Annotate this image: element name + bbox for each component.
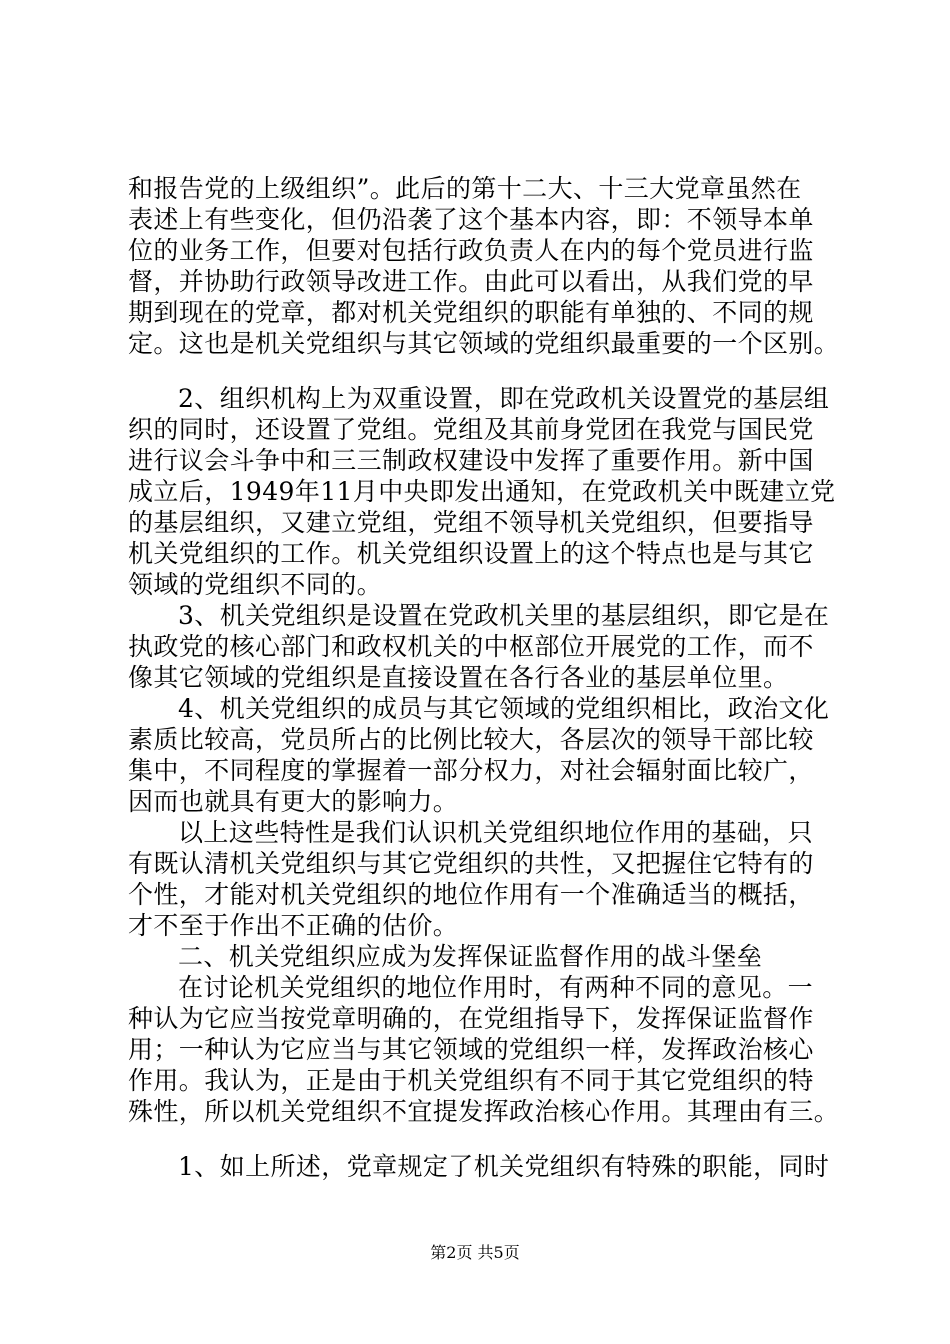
text-line: 表述上有些变化，但仍沿袭了这个基本内容，即：不领导本单: [128, 205, 814, 234]
text-line: 2、组织机构上为双重设置，即在党政机关设置党的基层组: [178, 384, 830, 413]
text-line: 4、机关党组织的成员与其它领域的党组织相比，政治文化: [178, 694, 830, 723]
text-line: 作用。我认为，正是由于机关党组织有不同于其它党组织的特: [128, 1066, 814, 1095]
text-line: 殊性，所以机关党组织不宜提发挥政治核心作用。其理由有三。: [128, 1097, 840, 1126]
text-line: 织的同时，还设置了党组。党组及其前身党团在我党与国民党: [128, 415, 814, 444]
text-line: 定。这也是机关党组织与其它领域的党组织最重要的一个区别。: [128, 329, 840, 358]
text-line: 期到现在的党章，都对机关党组织的职能有单独的、不同的规: [128, 298, 814, 327]
text-line: 位的业务工作，但要对包括行政负责人在内的每个党员进行监: [128, 236, 814, 265]
text-line: 领域的党组织不同的。: [128, 570, 383, 599]
text-line: 才不至于作出不正确的估价。: [128, 911, 459, 940]
text-line: 种认为它应当按党章明确的，在党组指导下，发挥保证监督作: [128, 1004, 814, 1033]
text-line: 像其它领域的党组织是直接设置在各行各业的基层单位里。: [128, 663, 789, 692]
text-line: 集中，不同程度的掌握着一部分权力，对社会辐射面比较广，: [128, 756, 814, 785]
section-heading: 二、机关党组织应成为发挥保证监督作用的战斗堡垒: [178, 942, 763, 971]
text-line: 在讨论机关党组织的地位作用时，有两种不同的意见。一: [178, 973, 814, 1002]
text-line: 进行议会斗争中和三三制政权建设中发挥了重要作用。新中国: [128, 446, 814, 475]
text-line: 素质比较高，党员所占的比例比较大，各层次的领导干部比较: [128, 725, 814, 754]
text-line: 督，并协助行政领导改进工作。由此可以看出，从我们党的早: [128, 267, 814, 296]
text-line: 3、机关党组织是设置在党政机关里的基层组织，即它是在: [178, 601, 830, 630]
text-line: 执政党的核心部门和政权机关的中枢部位开展党的工作，而不: [128, 632, 814, 661]
text-line: 有既认清机关党组织与其它党组织的共性，又把握住它特有的: [128, 849, 814, 878]
text-line: 成立后，1949年11月中央即发出通知，在党政机关中既建立党: [128, 477, 836, 506]
text-line: 和报告党的上级组织”。此后的第十二大、十三大党章虽然在: [128, 174, 802, 203]
text-line: 个性，才能对机关党组织的地位作用有一个准确适当的概括，: [128, 880, 814, 909]
text-line: 机关党组织的工作。机关党组织设置上的这个特点也是与其它: [128, 539, 814, 568]
text-line: 1、如上所述，党章规定了机关党组织有特殊的职能，同时: [178, 1152, 830, 1181]
text-line: 以上这些特性是我们认识机关党组织地位作用的基础，只: [178, 818, 814, 847]
text-line: 因而也就具有更大的影响力。: [128, 787, 459, 816]
text-line: 用；一种认为它应当与其它领域的党组织一样，发挥政治核心: [128, 1035, 814, 1064]
page-footer: 第2页 共5页: [430, 1243, 520, 1262]
text-line: 的基层组织，又建立党组，党组不领导机关党组织，但要指导: [128, 508, 814, 537]
